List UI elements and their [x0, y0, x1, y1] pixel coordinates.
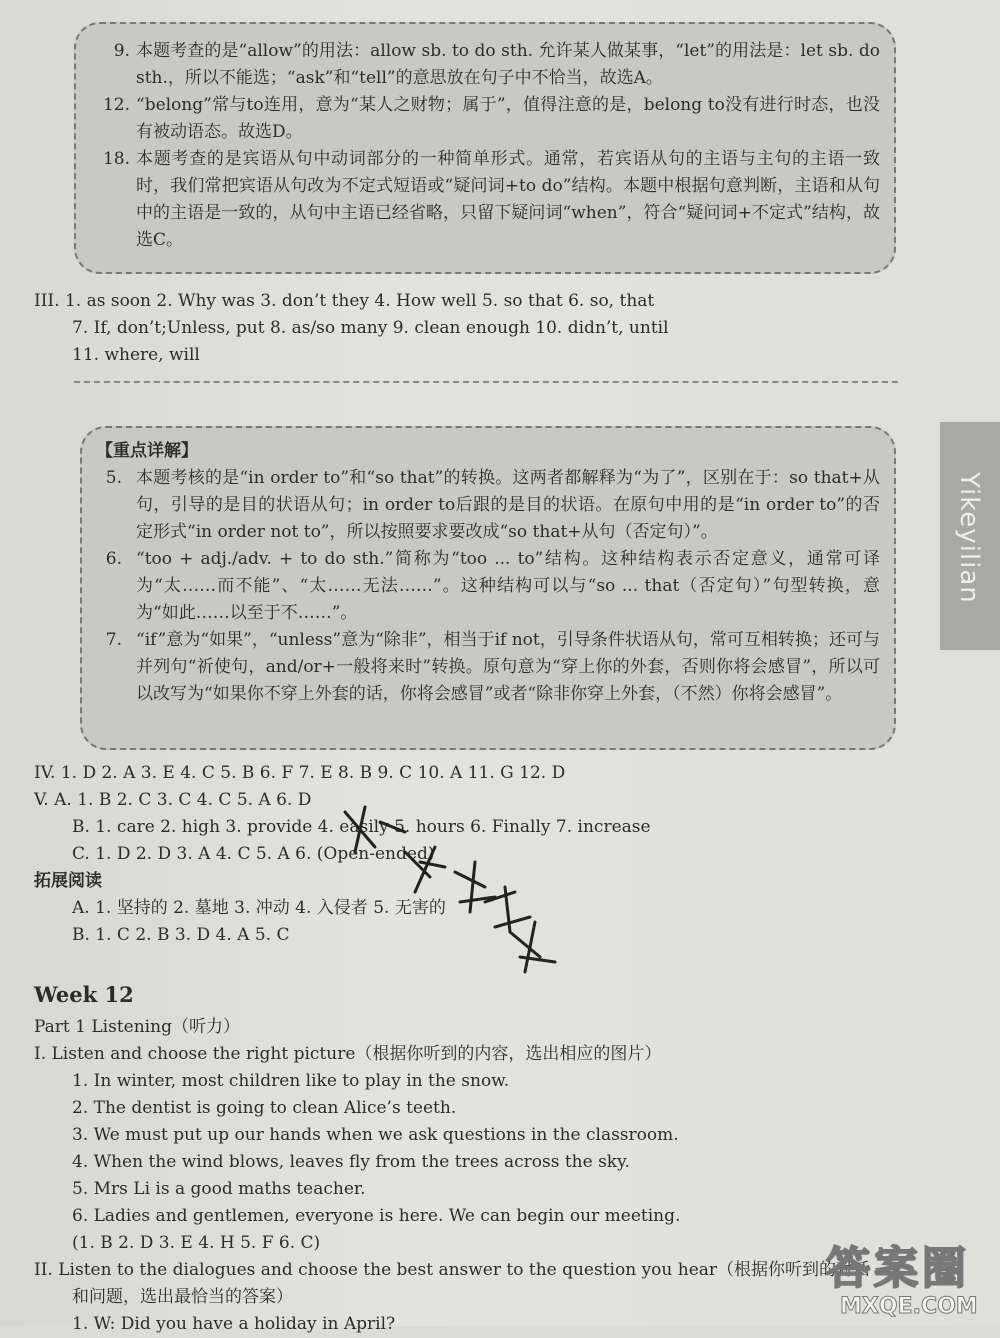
- section-iii-answers: [34, 288, 904, 369]
- item-number: 7.: [105, 630, 122, 650]
- answer-key: (1. B 2. D 3. E 4. H 5. F 6. C): [72, 1233, 321, 1253]
- answer-line: B. 1. care 2. high 3. provide 4. easily 5. hours 6. Finally 7. increase: [72, 817, 651, 837]
- watermark-logo: [780, 1232, 980, 1322]
- side-tab: [940, 422, 1000, 650]
- explanation-item: [96, 627, 880, 708]
- explanation-item: [90, 38, 880, 92]
- item-text: “if”意为“如果”，“unless”意为“除非”，相当于if not，引导条件状语从句，常可互相转换；还可与并列句“祈使句，and/or+一般将来时”转换。原句意为“穿上你的外套，否则你将会感冒”，所以可以改写为“如果你不穿上外套的话，你将会感冒”或者“除非你穿上外套，（不然）你将会感冒”。: [136, 630, 880, 704]
- list-item: 1. W: Did you have a holiday in April?: [72, 1314, 396, 1334]
- watermark-url: MXQE.COM: [840, 1294, 978, 1319]
- answer-line: IV. 1. D 2. A 3. E 4. C 5. B 6. F 7. E 8. B 9. C 10. A 11. G 12. D: [34, 763, 566, 783]
- answer-line: 11. where, will: [72, 345, 200, 365]
- item-number: 12.: [102, 95, 130, 115]
- item-text: 本题考查的是“allow”的用法：allow sb. to do sth. 允许某人做某事，“let”的用法是：let sb. do sth.，所以不能选；“ask”和“tell”的意思放在句子中不恰当，故选A。: [136, 41, 880, 88]
- answer-line: B. 1. C 2. B 3. D 4. A 5. C: [72, 925, 290, 945]
- dashed-divider: [74, 381, 898, 383]
- box-title: 【重点详解】: [96, 441, 198, 461]
- list-item: 2. The dentist is going to clean Alice’s teeth.: [72, 1098, 457, 1118]
- item-text: “too + adj./adv. + to do sth.”简称为“too ... to”结构。这种结构表示否定意义，通常可译为“太……而不能”、“太……无法……”。这种结构可以与“so ... that（否定句）”句型转换，意为“如此……以至于不……”。: [136, 549, 880, 623]
- explanation-item: [96, 465, 880, 546]
- item-text: 本题考核的是“in order to”和“so that”的转换。这两者都解释为“为了”，区别在于：so that+从句，引导的是目的状语从句；in order to后跟的是目的状语。在原句中用的是“in order to”的否定形式“in order not to”，所以按照要求要改成“so that+从句（否定句）”。: [136, 468, 880, 542]
- item-number: 5.: [105, 468, 122, 488]
- side-tab-label: Yikeyilian: [954, 472, 984, 604]
- item-text: “belong”常与to连用，意为“某人之财物；属于”，值得注意的是，belong to没有进行时态，也没有被动语态。故选D。: [136, 95, 880, 142]
- list-item: 4. When the wind blows, leaves fly from the trees across the sky.: [72, 1152, 630, 1172]
- handwriting-scribble-icon: [335, 792, 585, 982]
- question-heading: I. Listen and choose the right picture（根据你听到的内容，选出相应的图片）: [34, 1044, 662, 1064]
- answer-line: V. A. 1. B 2. C 3. C 4. C 5. A 6. D: [34, 790, 312, 810]
- explanation-box-2: [80, 426, 896, 750]
- list-item: 3. We must put up our hands when we ask questions in the classroom.: [72, 1125, 679, 1145]
- explanation-item: [90, 92, 880, 146]
- answer-line: III. 1. as soon 2. Why was 3. don’t they 4. How well 5. so that 6. so, that: [34, 291, 655, 311]
- answer-line: A. 1. 坚持的 2. 墓地 3. 冲动 4. 入侵者 5. 无害的: [72, 898, 446, 918]
- item-text: 本题考查的是宾语从句中动词部分的一种简单形式。通常，若宾语从句的主语与主句的主语一致时，我们常把宾语从句改为不定式短语或“疑问词+to do”结构。本题中根据句意判断，主语和从句中的主语是一致的，从句中主语已经省略，只留下疑问词“when”，符合“疑问词+不定式”结构，故选C。: [136, 149, 880, 250]
- item-number: 6.: [105, 549, 122, 569]
- question-heading-cont: 和问题，选出最恰当的答案）: [72, 1287, 293, 1307]
- list-item: 5. Mrs Li is a good maths teacher.: [72, 1179, 366, 1199]
- question-heading: II. Listen to the dialogues and choose the best answer to the question you hear（根据你听到的对话: [34, 1260, 871, 1280]
- answer-line: 7. If, don’t;Unless, put 8. as/so many 9. clean enough 10. didn’t, until: [72, 318, 669, 338]
- week-12-content: [34, 1014, 904, 1338]
- explanation-item: [96, 546, 880, 627]
- item-number: 9.: [113, 41, 130, 61]
- explanation-box-1: [74, 22, 896, 274]
- watermark-text: 答案圈: [826, 1243, 970, 1294]
- part-heading: Part 1 Listening（听力）: [34, 1017, 240, 1037]
- item-number: 18.: [102, 149, 130, 169]
- explanation-item: [90, 146, 880, 254]
- week-title: Week 12: [34, 982, 134, 1007]
- answer-line: C. 1. D 2. D 3. A 4. C 5. A 6. (Open-ended): [72, 844, 435, 864]
- extended-reading-heading: 拓展阅读: [34, 871, 102, 891]
- list-item: 6. Ladies and gentlemen, everyone is here. We can begin our meeting.: [72, 1206, 681, 1226]
- list-item: 1. In winter, most children like to play in the snow.: [72, 1071, 510, 1091]
